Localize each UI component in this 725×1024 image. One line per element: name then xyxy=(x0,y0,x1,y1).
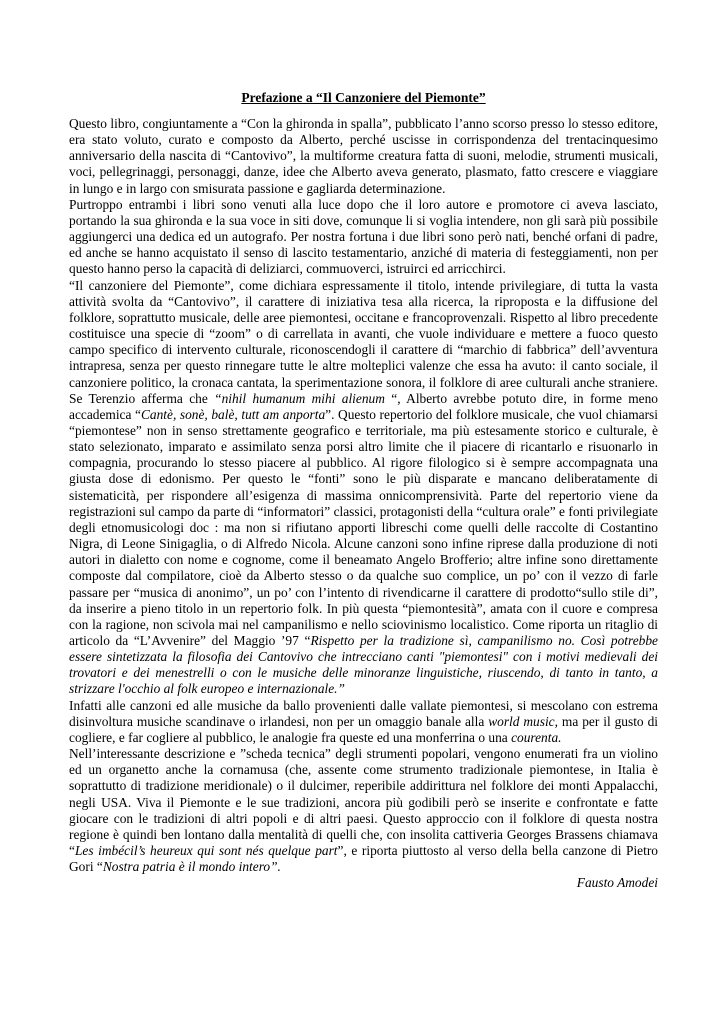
paragraph-4-text-a: Infatti alle canzoni ed alle musiche da ballo provenienti dalle vallate piemontesi, si mescolano con estrema disinvoltura musiche scandinave o irlandesi, non per un omaggio banale alla xyxy=(69,697,658,729)
avvenire-quote: Rispetto per la tradizione sì, campanilismo no. Così potrebbe essere sintetizzata la filosofia dei Cantovivo che intrecciano canti "piemontesi" con i motivi medievali dei trovatori e dei menestrelli o con le musiche delle minoranze linguistiche, riuscendo, di tanto in tanto, a strizzare l'occhio al folk europeo e internazionale.” xyxy=(69,633,658,697)
paragraph-5-text-b: ”, e riporta piuttosto al verso della bella canzone di Pietro Gori “ xyxy=(69,843,658,875)
world-music-term: world music, xyxy=(488,713,558,729)
paragraph-2: Purtroppo entrambi i libri sono venuti alla luce dopo che il loro autore e promotore ci aveva lasciato, portando la sua ghironda e la sua voce in siti dove, comunque li si voglia intendere, non gli sarà più possibile aggiungerci una dedica ed un autografo. Per nostra fortuna i due libri sono però nati, benché orfani di padre, ed anche se hanno acquistato il senso di lascito testamentario, anziché di materia di festeggiamenti, non per questo hanno perso la capacità di deliziarci, commuoverci, istruirci ed arricchirci. xyxy=(69,196,658,277)
paragraph-5 xyxy=(69,746,658,875)
paragraph-3-text-c: ”. Questo repertorio del folklore musicale, che vuol chiamarsi “piemontese” non in senso strettamente geografico e territoriale, ma più estesamente storico e culturale, è stato selezionato, imparato e assimilato senza porsi altro limite che il piacere di ricantarlo e risuonarlo in compagnia, procurando lo stesso piacere al pubblico. Al rigore filologico si è sempre accompagnata una giusta dose di edonismo. Per questo le “fonti” sono le più disparate e mancano deliberatamente di sistematicità, per rispondere all’esigenza di massima onnicomprensività. Parte del repertorio viene da registrazioni sul campo da parte di “informatori” classici, protagonisti della “cultura orale” e fonti privilegiate degli etnomusicologi doc : ma non si rifiutano apporti libreschi come quelli delle raccolte di Costantino Nigra, di Leone Sinigaglia, o di Alfredo Nicola. Alcune canzoni sono infine riprese dalla produzione di noti autori in dialetto con nome e cognome, come il beneamato Angelo Brofferio; altre infine sono direttamente composte dal compilatore, cioè da Alberto stesso o da qualche suo complice, un po’ con il vezzo di farle passare per “musica di anonimo”, un po’ con l’intento di rivendicarne il carattere di prodotto“sullo stile di”, da inserire a pieno titolo in un repertorio folk. In più questa “piemontesità”, amata con il cuore e compresa con la ragione, non scivola mai nel campanilismo e nello sciovinismo localistico. Come riporta un ritaglio di articolo da “L’Avvenire” del Maggio ’97 “ xyxy=(69,406,658,648)
paragraph-1: Questo libro, congiuntamente a “Con la ghironda in spalla”, pubblicato l’anno scorso presso lo stesso editore, era stato voluto, curato e composto da Alberto, perché uscisse in corrispondenza del trentacinquesimo anniversario della nascita di “Cantovivo”, la multiforme creatura fatta di suoni, melodie, strumenti musicali, voci, pellegrinaggi, personaggi, danze, idee che Alberto aveva generato, plasmato, fatto crescere e viaggiare in lungo e in largo con smisurata passione e gagliarda determinazione. xyxy=(69,116,658,196)
document-title: Prefazione a “Il Canzoniere del Piemonte” xyxy=(241,90,486,105)
piedmontese-quote: Cantè, sonè, balè, tutt am anporta xyxy=(140,406,326,422)
document-body xyxy=(69,116,658,875)
paragraph-3-text-a: “Il canzoniere del Piemonte”, come dichiara espressamente il titolo, intende privilegiare, di tutta la vasta attività svolta da “Cantovivo”, il carattere di iniziativa tesa alla ricerca, la riproposta e la diffusione del folklore, soprattutto musicale, delle aree piemontesi, occitane e francoprovenzali. Rispetto al libro precedente costituisce una specie di “zoom” o di carrellata in avanti, che vuole individuare e mettere a fuoco questo campo specifico di intervento culturale, riconoscendogli il carattere di “marchio di fabbrica” dell’avventura intrapresa, senza per questo rinnegare tutte le altre molteplici valenze che essa ha avuto: il canto sociale, il canzoniere politico, la cronaca cantata, la sperimentazione sonora, il folklore di aree culturali anche straniere. Se Terenzio afferma che xyxy=(69,277,658,406)
brassens-quote: Les imbécil’s heureux qui sont nés quelque part xyxy=(74,843,338,859)
paragraph-3-text-b: “, Alberto avrebbe potuto dire, in forme meno accademica “ xyxy=(69,390,659,422)
gori-quote: Nostra patria è il mondo intero”. xyxy=(102,859,281,875)
courenta-term: courenta. xyxy=(511,729,562,745)
terenzio-quote: “nihil humanum mihi alienum xyxy=(214,390,385,406)
author-signature: Fausto Amodei xyxy=(576,875,658,891)
paragraph-4 xyxy=(69,698,658,746)
paragraph-4-text-b: ma per il gusto di cogliere, e far cogliere al pubblico, le analogie fra queste ed una monferrina o una xyxy=(69,713,658,745)
paragraph-5-text-a: Nell’interessante descrizione e ”scheda tecnica” degli strumenti popolari, vengono enumerati fra un violino ed un organetto anche la cornamusa (che, assente come strumento tradizionale piemontese, in Italia è soprattutto di tradizione meridionale) o il dulcimer, reperibile addirittura nel folklore dei monti Appalacchi, negli USA. Viva il Piemonte e le sue tradizioni, ancora più godibili però se inserite e confrontate e fatte giocare con le tradizioni di altri popoli e di altri paesi. Questo approccio con il folklore di questa nostra regione è quindi ben lontano dalla mentalità di quelli che, con insolita cattiveria Georges Brassens chiamava “ xyxy=(69,746,658,859)
paragraph-3 xyxy=(69,278,658,698)
